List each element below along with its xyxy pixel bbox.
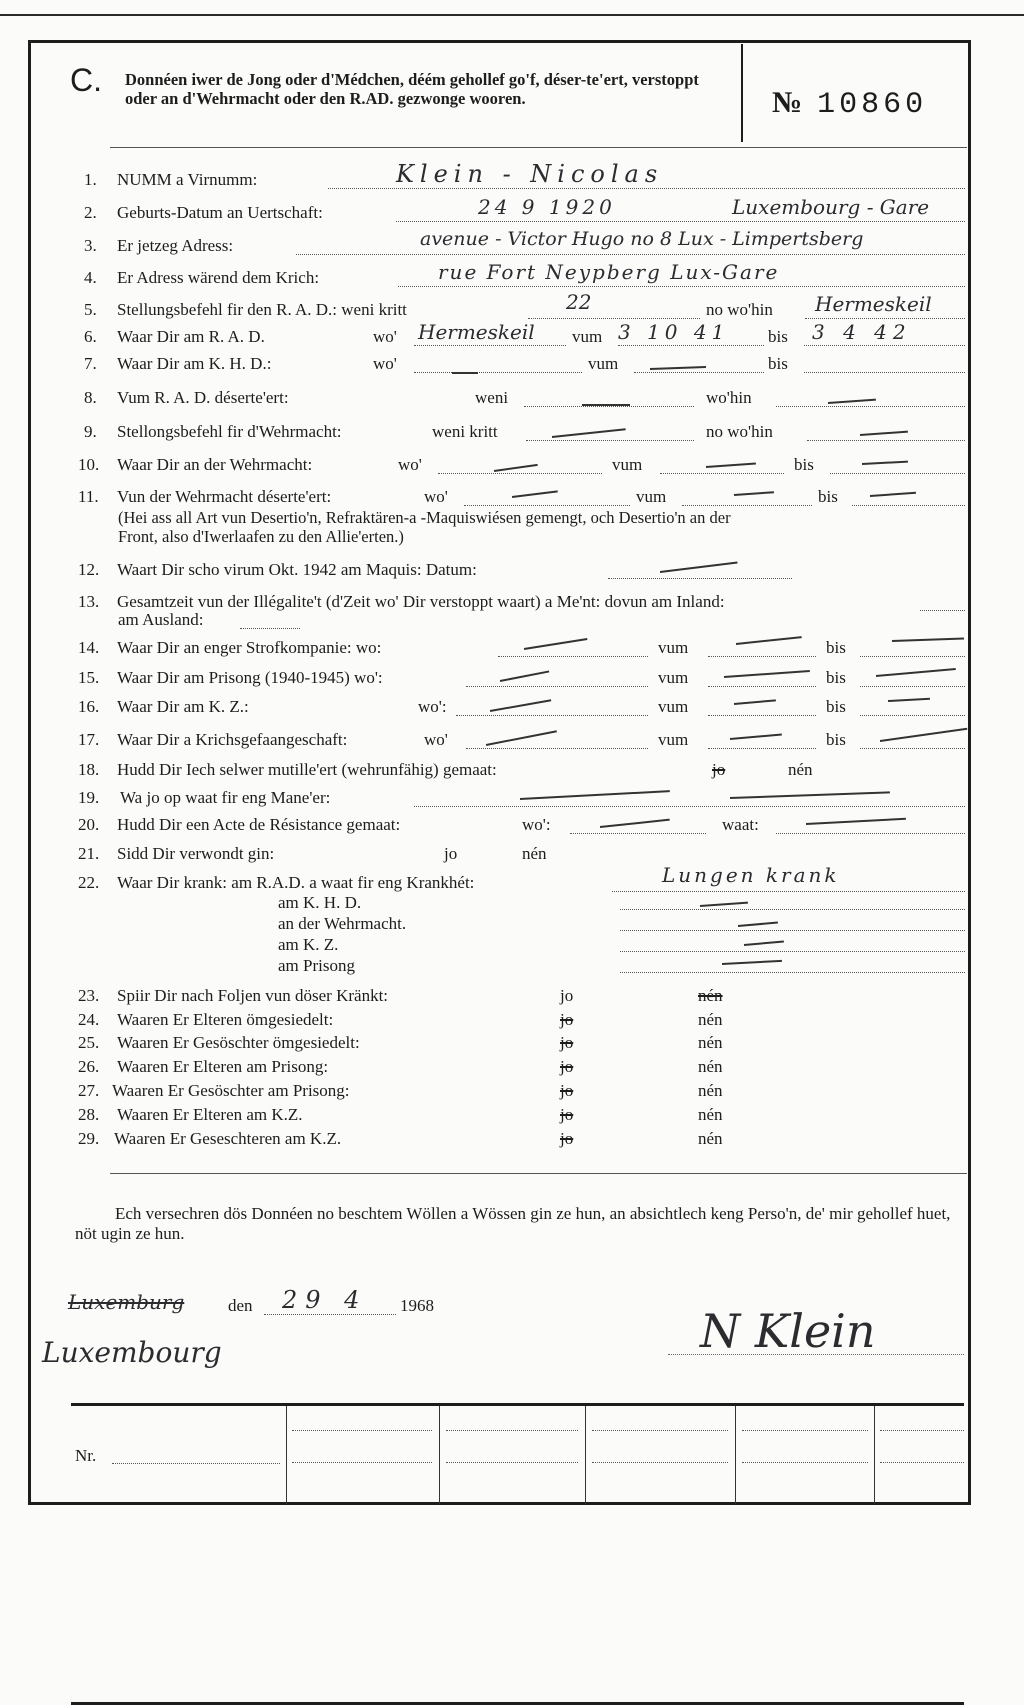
office-cell-2-line-1[interactable]	[446, 1430, 578, 1431]
row-28-nen[interactable]: nén	[698, 1105, 723, 1124]
row-2-date: 24 9 1920	[478, 195, 616, 219]
row-22-line-kz[interactable]	[620, 951, 965, 952]
row-16-vum: vum	[658, 697, 689, 716]
office-cell-4-line-2[interactable]	[742, 1462, 868, 1463]
row-6-wo: wo'	[373, 327, 397, 346]
row-11-wo: wo'	[424, 487, 448, 506]
row-23-number: 23.	[78, 986, 100, 1005]
office-cell-3-line-2[interactable]	[592, 1462, 728, 1463]
row-27-label: Waaren Er Gesöschter am Prisong:	[112, 1081, 350, 1100]
row-17-wo: wo'	[424, 730, 448, 749]
form-title: Donnéen iwer de Jong oder d'Médchen, déém gehollef go'f, déser-te'ert, verstoppt oder an d'Wehrmacht oder den R.AD. gezwonge wooren.	[125, 70, 699, 108]
row-21-label: Sidd Dir verwondt gin:	[117, 844, 275, 863]
row-14-line-bis[interactable]	[860, 656, 965, 657]
row-6-number: 6.	[84, 327, 97, 346]
row-10-wo: wo'	[398, 455, 422, 474]
row-22-label: Waar Dir krank: am R.A.D. a waat fir eng Krankhét:	[117, 873, 475, 892]
office-grid-divider-5	[874, 1406, 875, 1504]
row-15-bis: bis	[826, 668, 846, 687]
row-15-line-vum[interactable]	[708, 686, 816, 687]
row-1-number: 1.	[84, 170, 97, 189]
office-cell-5-line-1[interactable]	[880, 1430, 964, 1431]
year-value: 1968	[400, 1296, 434, 1315]
row-21-number: 21.	[78, 844, 100, 863]
row-19-line[interactable]	[414, 806, 965, 807]
row-11-line-wo[interactable]	[464, 505, 630, 506]
row-8-line-weni[interactable]	[524, 406, 694, 407]
date-value: 29 4	[282, 1286, 368, 1314]
row-12-number: 12.	[78, 560, 100, 579]
row-14-line-vum[interactable]	[708, 656, 816, 657]
row-2-line[interactable]	[396, 221, 965, 222]
row-16-line-vum[interactable]	[708, 715, 816, 716]
declaration-text: Ech versechren dös Donnéen no beschtem Wöllen a Wössen gin ze hun, an absichtlech keng Perso'n, de' mir gehollef huet, nöt ugin ze hun.	[75, 1204, 951, 1243]
signature: N Klein	[700, 1304, 876, 1358]
row-11-number: 11.	[78, 487, 99, 506]
place-handwritten: Luxembourg	[42, 1336, 222, 1369]
row-27-nen[interactable]: nén	[698, 1081, 723, 1100]
row-29-label: Waaren Er Geseschteren am K.Z.	[114, 1129, 342, 1148]
row-3-value: avenue - Victor Hugo no 8 Lux - Limpertsberg	[420, 228, 864, 250]
row-26-jo[interactable]: jo	[560, 1057, 574, 1076]
office-cell-2-line-2[interactable]	[446, 1462, 578, 1463]
row-1-value: Klein - Nicolas	[396, 160, 664, 188]
row-10-line-vum[interactable]	[660, 473, 784, 474]
row-2-number: 2.	[84, 203, 97, 222]
row-4-label: Er Adress wärend dem Krich:	[117, 268, 320, 287]
row-14-number: 14.	[78, 638, 100, 657]
row-5-line[interactable]	[528, 318, 700, 319]
row-20-line-wo[interactable]	[570, 833, 706, 834]
row-11-note-line-2: Front, also d'Iwerlaafen zu den Allie'erten.)	[118, 527, 404, 546]
office-grid-divider-3	[585, 1406, 586, 1504]
row-15-vum: vum	[658, 668, 689, 687]
row-23-label: Spiir Dir nach Foljen vun döser Kränkt:	[117, 986, 389, 1005]
header-rule	[110, 147, 967, 148]
row-16-line-wo[interactable]	[456, 715, 648, 716]
row-22-line-wehrmacht[interactable]	[620, 930, 965, 931]
row-3-number: 3.	[84, 236, 97, 255]
row-29-jo[interactable]: jo	[560, 1129, 574, 1148]
row-7-label: Waar Dir am K. H. D.:	[117, 354, 272, 373]
row-17-line-wo[interactable]	[466, 748, 648, 749]
row-25-jo[interactable]: jo	[560, 1033, 574, 1052]
number-value: 10860	[817, 88, 928, 122]
row-3-label: Er jetzeg Adress:	[117, 236, 234, 255]
office-cell-4-line-1[interactable]	[742, 1430, 868, 1431]
row-7-line-vum[interactable]	[634, 372, 764, 373]
row-16-bis: bis	[826, 697, 846, 716]
row-5-label: Stellungsbefehl fir den R. A. D.: weni kritt	[117, 300, 407, 319]
row-20-wo: wo':	[522, 815, 551, 834]
row-18-number: 18.	[78, 760, 100, 779]
nr-line[interactable]	[112, 1463, 280, 1464]
row-1-label: NUMM a Virnumm:	[117, 170, 258, 189]
row-26-number: 26.	[78, 1057, 100, 1076]
number-symbol: №	[772, 86, 804, 119]
row-9-wohin: no wo'hin	[706, 422, 773, 441]
row-20-waat: waat:	[722, 815, 759, 834]
row-11-line-vum[interactable]	[682, 505, 812, 506]
row-21-jo[interactable]: jo	[444, 844, 458, 863]
row-17-vum: vum	[658, 730, 689, 749]
row-5-label-wohin: no wo'hin	[706, 300, 773, 319]
row-14-bis: bis	[826, 638, 846, 657]
row-22-sub-kz: am K. Z.	[278, 935, 339, 954]
row-2-place: Luxembourg - Gare	[732, 195, 930, 219]
place-struck: Luxemburg	[68, 1290, 185, 1314]
row-22-line-khd[interactable]	[620, 909, 965, 910]
row-16-label: Waar Dir am K. Z.:	[117, 697, 249, 716]
row-27-number: 27.	[78, 1081, 100, 1100]
section-letter: C.	[70, 62, 102, 98]
row-25-label: Waaren Er Gesöschter ömgesiedelt:	[117, 1033, 360, 1052]
row-16-wo: wo':	[418, 697, 447, 716]
row-4-number: 4.	[84, 268, 97, 287]
row-27-jo[interactable]: jo	[560, 1081, 574, 1100]
row-4-line[interactable]	[398, 286, 965, 287]
row-24-jo[interactable]: jo	[560, 1010, 574, 1029]
row-14-label: Waar Dir an enger Strofkompanie: wo:	[117, 638, 382, 657]
row-7-number: 7.	[84, 354, 97, 373]
row-7-wo: wo'	[373, 354, 397, 373]
row-21-nen[interactable]: nén	[522, 844, 547, 863]
row-17-number: 17.	[78, 730, 100, 749]
row-17-line-vum[interactable]	[708, 748, 816, 749]
row-11-bis: bis	[818, 487, 838, 506]
row-19-number: 19.	[78, 788, 100, 807]
office-cell-3-line-1[interactable]	[592, 1430, 728, 1431]
row-6-wo-value: Hermeskeil	[418, 320, 535, 344]
form-number	[772, 86, 927, 122]
row-22-line-prisong[interactable]	[620, 972, 965, 973]
row-6-vum: vum	[572, 327, 603, 346]
row-5-number: 5.	[84, 300, 97, 319]
row-14-vum: vum	[658, 638, 689, 657]
row-16-line-bis[interactable]	[860, 715, 965, 716]
office-cell-5-line-2[interactable]	[880, 1462, 964, 1463]
row-19-label: Wa jo op waat fir eng Mane'er:	[120, 788, 331, 807]
row-28-jo[interactable]: jo	[560, 1105, 574, 1124]
row-29-nen[interactable]: nén	[698, 1129, 723, 1148]
row-20-line-waat[interactable]	[776, 833, 965, 834]
section-rule	[110, 1173, 967, 1174]
row-15-label: Waar Dir am Prisong (1940-1945) wo':	[117, 668, 383, 687]
row-22-number: 22.	[78, 873, 100, 892]
row-7-line-bis[interactable]	[804, 372, 965, 373]
row-9-line-weni[interactable]	[526, 440, 694, 441]
row-8-number: 8.	[84, 388, 97, 407]
row-16-number: 16.	[78, 697, 100, 716]
row-10-vum: vum	[612, 455, 643, 474]
row-13-number: 13.	[78, 592, 100, 611]
row-8-label: Vum R. A. D. déserte'ert:	[117, 388, 289, 407]
row-3-line[interactable]	[296, 254, 965, 255]
row-6-line-bis[interactable]	[804, 345, 965, 346]
row-22-value: Lungen krank	[662, 863, 840, 887]
row-25-nen[interactable]: nén	[698, 1033, 723, 1052]
nr-label: Nr.	[75, 1446, 97, 1465]
row-6-line-wo[interactable]	[414, 345, 566, 346]
row-13-label-ausland: am Ausland:	[118, 610, 204, 629]
office-cell-1-line-1[interactable]	[292, 1430, 432, 1431]
row-10-number: 10.	[78, 455, 100, 474]
date-line[interactable]	[264, 1314, 396, 1315]
row-22-sub-prisong: am Prisong	[278, 956, 355, 975]
row-7-dash-wo	[452, 372, 478, 374]
row-10-line-bis[interactable]	[830, 473, 965, 474]
row-22-sub-khd: am K. H. D.	[278, 893, 362, 912]
row-28-label: Waaren Er Elteren am K.Z.	[117, 1105, 303, 1124]
den-label: den	[228, 1296, 253, 1315]
office-grid-divider-4	[735, 1406, 736, 1504]
top-border-line	[0, 14, 1024, 16]
row-9-weni: weni kritt	[432, 422, 498, 441]
row-15-line-wo[interactable]	[466, 686, 648, 687]
office-grid-top	[71, 1403, 964, 1406]
row-26-nen[interactable]: nén	[698, 1057, 723, 1076]
row-8-line-wohin[interactable]	[776, 406, 965, 407]
row-24-number: 24.	[78, 1010, 100, 1029]
row-8-wohin: wo'hin	[706, 388, 752, 407]
row-2-label: Geburts-Datum an Uertschaft:	[117, 203, 323, 222]
row-23-jo[interactable]: jo	[560, 986, 574, 1005]
row-22-sub-wehrmacht: an der Wehrmacht.	[278, 914, 407, 933]
row-24-nen[interactable]: nén	[698, 1010, 723, 1029]
row-7-vum: vum	[588, 354, 619, 373]
row-22-line[interactable]	[612, 891, 965, 892]
row-8-weni: weni	[475, 388, 509, 407]
row-7-line-wo[interactable]	[414, 372, 582, 373]
row-29-number: 29.	[78, 1129, 100, 1148]
row-12-label: Waart Dir scho virum Okt. 1942 am Maquis: Datum:	[117, 560, 477, 579]
row-17-bis: bis	[826, 730, 846, 749]
row-26-label: Waaren Er Elteren am Prisong:	[117, 1057, 329, 1076]
row-9-label: Stellongsbefehl fir d'Wehrmacht:	[117, 422, 342, 441]
row-5-line-2[interactable]	[805, 318, 965, 319]
row-23-nen[interactable]: nén	[698, 986, 723, 1005]
row-15-number: 15.	[78, 668, 100, 687]
row-17-label: Waar Dir a Krichsgefaangeschaft:	[117, 730, 348, 749]
row-9-line-wohin[interactable]	[807, 440, 965, 441]
row-9-number: 9.	[84, 422, 97, 441]
row-6-bis: bis	[768, 327, 788, 346]
row-8-dash-weni	[582, 404, 630, 406]
row-17-line-bis[interactable]	[860, 748, 965, 749]
row-13-line-inland[interactable]	[920, 610, 965, 611]
row-13-label: Gesamtzeit vun der Illégalite't (d'Zeit wo' Dir verstoppt waart) a Me'nt: dovun am Inland:	[117, 592, 725, 611]
row-18-jo[interactable]: jo	[712, 760, 726, 779]
row-5-value-wohin: Hermeskeil	[815, 292, 932, 316]
row-6-line-vum[interactable]	[618, 345, 764, 346]
header-divider	[741, 44, 743, 142]
row-28-number: 28.	[78, 1105, 100, 1124]
row-11-vum: vum	[636, 487, 667, 506]
row-6-bis-value: 3 4 42	[812, 320, 912, 344]
row-10-label: Waar Dir an der Wehrmacht:	[117, 455, 313, 474]
row-4-value: rue Fort Neypberg Lux-Gare	[438, 260, 780, 284]
row-13-line-ausland[interactable]	[240, 628, 300, 629]
office-grid-divider-1	[286, 1406, 287, 1504]
row-11-label: Vun der Wehrmacht déserte'ert:	[117, 487, 332, 506]
office-cell-1-line-2[interactable]	[292, 1462, 432, 1463]
row-20-number: 20.	[78, 815, 100, 834]
row-6-label: Waar Dir am R. A. D.	[117, 327, 265, 346]
row-10-line-wo[interactable]	[438, 473, 602, 474]
row-11-note-line-1: (Hei ass all Art vun Desertio'n, Refraktären-a -Maquiswiésen gemengt, och Desertio'n an der	[118, 508, 731, 527]
row-6-vum-value: 3 10 41	[618, 320, 730, 344]
row-10-bis: bis	[794, 455, 814, 474]
row-20-label: Hudd Dir een Acte de Résistance gemaat:	[117, 815, 401, 834]
row-1-line[interactable]	[328, 188, 965, 189]
row-15-line-bis[interactable]	[860, 686, 965, 687]
row-18-nen[interactable]: nén	[788, 760, 813, 779]
row-14-line-wo[interactable]	[498, 656, 648, 657]
row-7-bis: bis	[768, 354, 788, 373]
row-25-number: 25.	[78, 1033, 100, 1052]
row-24-label: Waaren Er Elteren ömgesiedelt:	[117, 1010, 334, 1029]
row-18-label: Hudd Dir Iech selwer mutille'ert (wehrunfähig) gemaat:	[117, 760, 497, 779]
office-grid-divider-2	[439, 1406, 440, 1504]
row-11-line-bis[interactable]	[852, 505, 965, 506]
row-5-value: 22	[566, 290, 592, 314]
row-12-line[interactable]	[608, 578, 792, 579]
